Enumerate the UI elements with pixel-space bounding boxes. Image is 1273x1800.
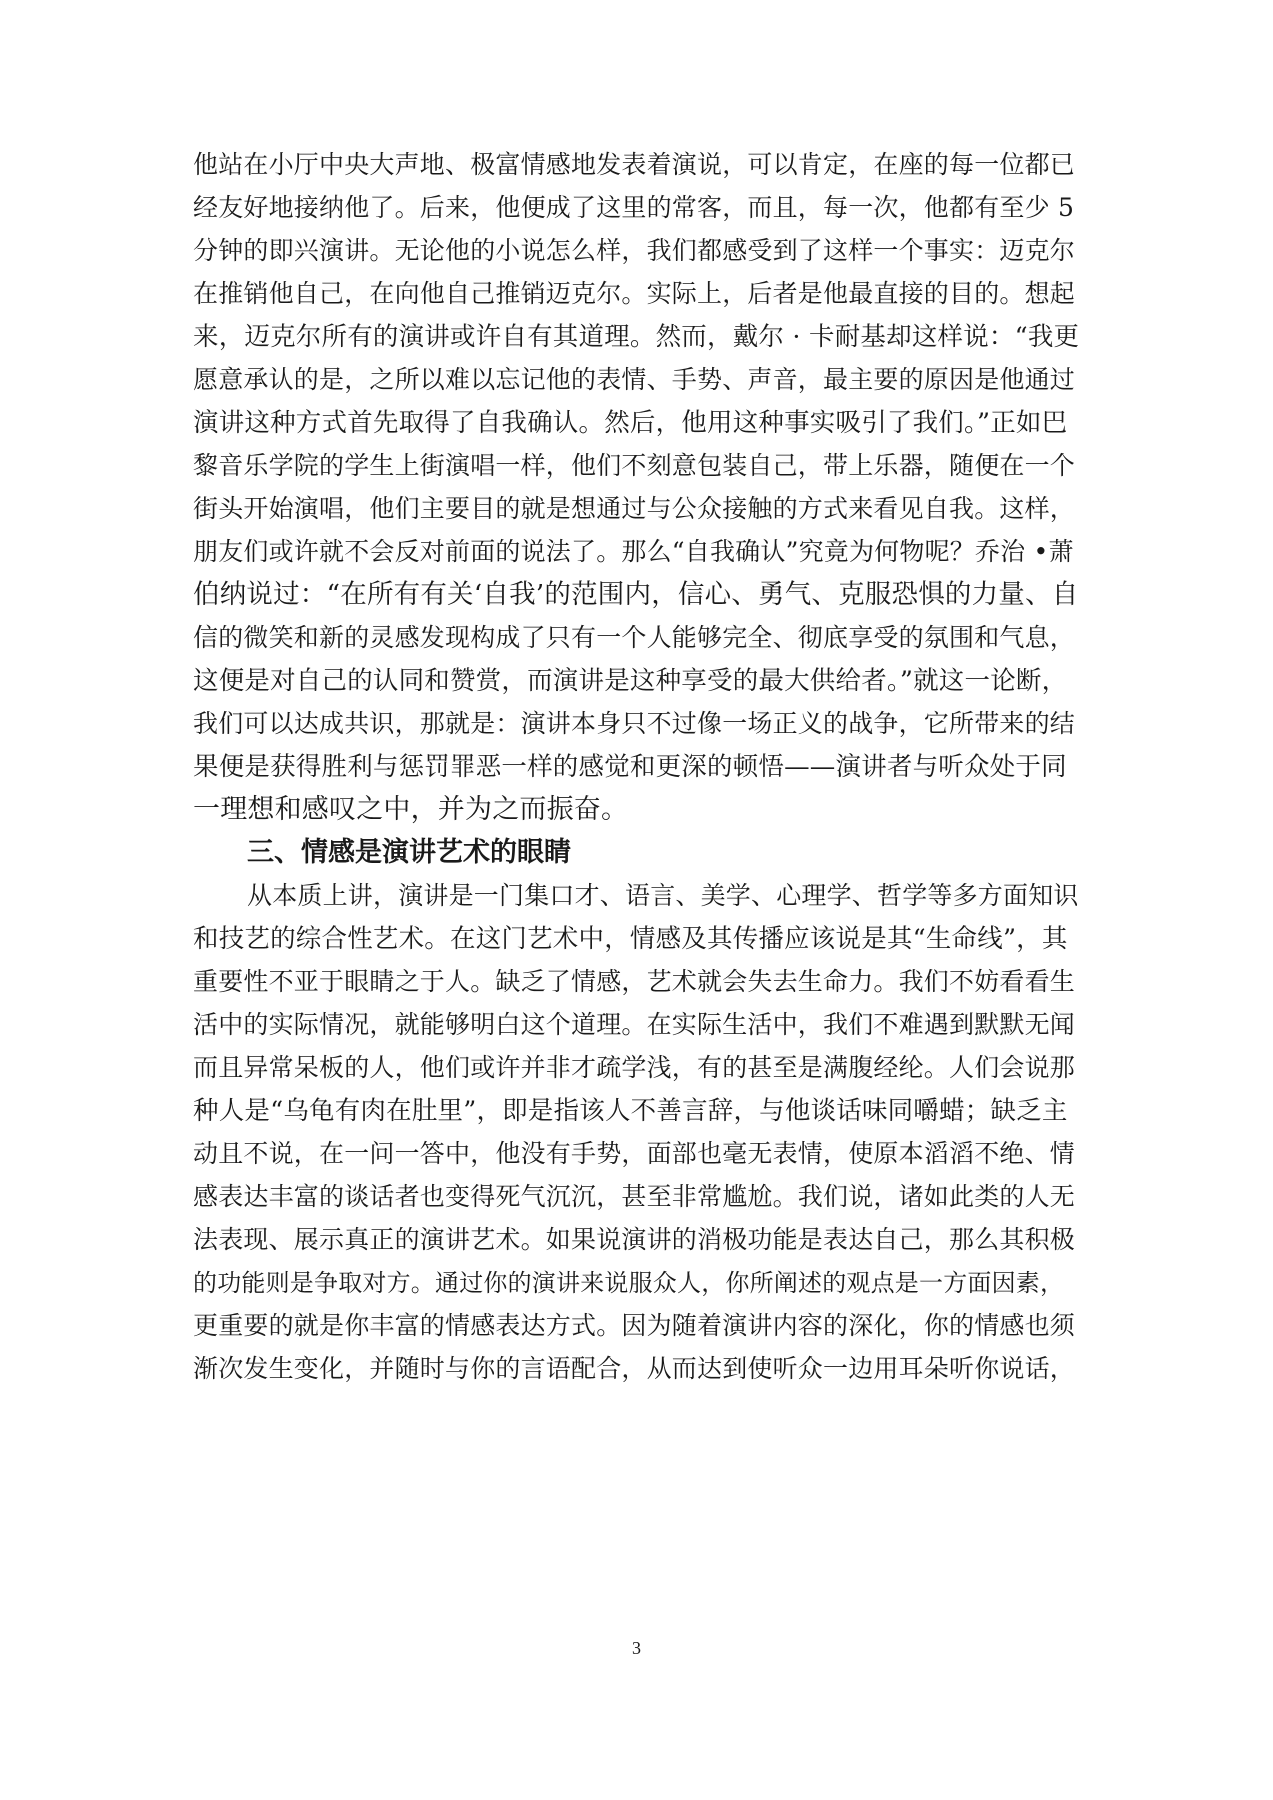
text-line: 动且不说，在一问一答中，他没有手势，面部也毫无表情，使原本滔滔不绝、情 bbox=[193, 1139, 1076, 1168]
text-line: 感表达丰富的谈话者也变得死气沉沉，甚至非常尴尬。我们说，诸如此类的人无 bbox=[193, 1182, 1076, 1211]
text-line: 渐次发生变化，并随时与你的言语配合，从而达到使听众一边用耳朵听你说话， bbox=[193, 1354, 1076, 1383]
text-line: 来，迈克尔所有的演讲或许自有其道理。然而，戴尔 · 卡耐基却这样说：“我更 bbox=[193, 322, 1080, 352]
text-line: 我们可以达成共识，那就是：演讲本身只不过像一场正义的战争，它所带来的结 bbox=[193, 709, 1076, 738]
text-line: 法表现、展示真正的演讲艺术。如果说演讲的消极功能是表达自己，那么其积极 bbox=[193, 1225, 1076, 1254]
text-line: 活中的实际情况，就能够明白这个道理。在实际生活中，我们不难遇到默默无闻 bbox=[193, 1010, 1076, 1039]
text-line: 伯纳说过：“在所有有关‘自我’的范围内，信心、勇气、克服恐惧的力量、自 bbox=[193, 579, 1079, 610]
page-number: 3 bbox=[632, 1638, 641, 1658]
text-line: 的功能则是争取对方。通过你的演讲来说服众人，你所阐述的观点是一方面因素， bbox=[193, 1269, 1065, 1297]
text-line: 他站在小厅中央大声地、极富情感地发表着演说，可以肯定，在座的每一位都已 bbox=[193, 150, 1076, 179]
text-line: 而且异常呆板的人，他们或许并非才疏学浅，有的甚至是满腹经纶。人们会说那 bbox=[193, 1053, 1076, 1082]
text-line: 朋友们或许就不会反对前面的说法了。那么“自我确认”究竟为何物呢？乔治 •萧 bbox=[193, 537, 1074, 566]
text-line: 黎音乐学院的学生上街演唱一样，他们不刻意包装自己，带上乐器，随便在一个 bbox=[193, 451, 1076, 480]
text-line: 信的微笑和新的灵感发现构成了只有一个人能够完全、彻底享受的氛围和气息， bbox=[193, 623, 1076, 652]
text-line: 果便是获得胜利与惩罚罪恶一样的感觉和更深的顿悟——演讲者与听众处于同 bbox=[193, 752, 1067, 782]
text-line: 在推销他自己，在向他自己推销迈克尔。实际上，后者是他最直接的目的。想起 bbox=[193, 279, 1076, 308]
text-line: 一理想和感叹之中，并为之而振奋。 bbox=[193, 794, 629, 825]
text-line: 分钟的即兴演讲。无论他的小说怎么样，我们都感受到了这样一个事实：迈克尔 bbox=[193, 236, 1076, 265]
text-line: 愿意承认的是，之所以难以忘记他的表情、手势、声音，最主要的原因是他通过 bbox=[193, 365, 1076, 394]
text-line: 演讲这种方式首先取得了自我确认。然后，他用这种事实吸引了我们。”正如巴 bbox=[193, 408, 1068, 438]
section-heading: 三、情感是演讲艺术的眼睛 bbox=[247, 837, 571, 868]
text-line: 这便是对自己的认同和赞赏，而演讲是这种享受的最大供给者。”就这一论断， bbox=[193, 666, 1068, 696]
text-line: 更重要的就是你丰富的情感表达方式。因为随着演讲内容的深化，你的情感也须 bbox=[193, 1311, 1076, 1340]
text-line: 经友好地接纳他了。后来，他便成了这里的常客，而且，每一次，他都有至少 5 bbox=[193, 193, 1075, 222]
text-line: 街头开始演唱，他们主要目的就是想通过与公众接触的方式来看见自我。这样， bbox=[193, 494, 1076, 523]
text-line: 种人是“乌龟有肉在肚里”，即是指该人不善言辞，与他谈话味同嚼蜡；缺乏主 bbox=[193, 1096, 1068, 1126]
text-line: 从本质上讲，演讲是一门集口才、语言、美学、心理学、哲学等多方面知识 bbox=[247, 881, 1079, 910]
text-line: 和技艺的综合性艺术。在这门艺术中，情感及其传播应该说是其“生命线”，其 bbox=[193, 924, 1068, 954]
text-line: 重要性不亚于眼睛之于人。缺乏了情感，艺术就会失去生命力。我们不妨看看生 bbox=[193, 967, 1076, 996]
